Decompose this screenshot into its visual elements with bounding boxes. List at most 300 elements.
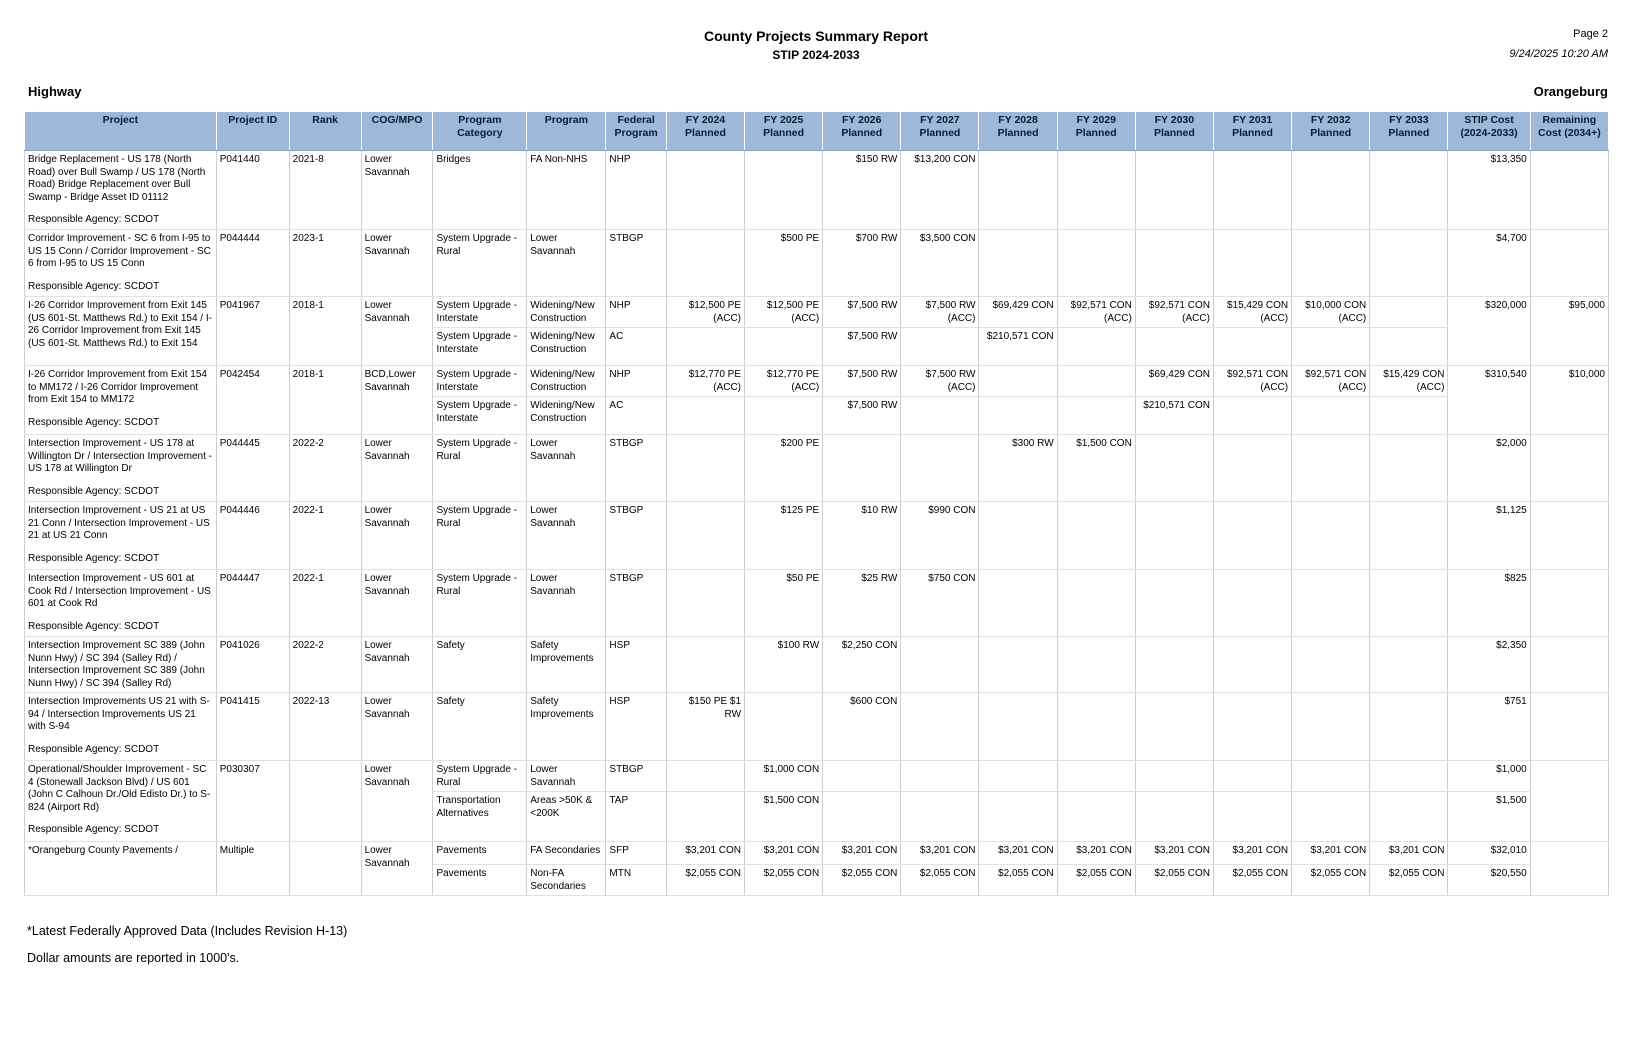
fy-planned-cell: $210,571 CON — [1135, 397, 1213, 435]
fy-planned-cell — [1135, 435, 1213, 502]
stip-cost-cell: $4,700 — [1448, 230, 1530, 297]
fy-planned-cell: $92,571 CON (ACC) — [1057, 297, 1135, 328]
fy-planned-cell: $990 CON — [901, 502, 979, 570]
fy-planned-cell: $1,500 CON — [1057, 435, 1135, 502]
cog-mpo-cell: Lower Savannah — [361, 842, 433, 896]
fy-planned-cell — [666, 328, 744, 366]
rank-cell: 2021-8 — [289, 151, 361, 230]
federal-program-cell: NHP — [606, 151, 666, 230]
fy-planned-cell — [901, 693, 979, 761]
program-cell: Lower Savannah — [527, 570, 606, 637]
fy-planned-cell — [1135, 637, 1213, 693]
fy-planned-cell: $69,429 CON — [979, 297, 1057, 328]
program-category-cell: System Upgrade - Interstate — [433, 328, 527, 366]
fy-planned-cell — [1213, 570, 1291, 637]
rank-cell: 2022-2 — [289, 637, 361, 693]
table-row — [25, 637, 1609, 693]
fy-planned-cell: $3,201 CON — [1135, 842, 1213, 865]
fy-planned-cell — [1370, 435, 1448, 502]
rank-cell — [289, 761, 361, 842]
fy-planned-cell: $12,500 PE (ACC) — [745, 297, 823, 328]
federal-program-cell: HSP — [606, 637, 666, 693]
fy-planned-cell: $3,201 CON — [1057, 842, 1135, 865]
project-name: Intersection Improvement - US 21 at US 21 Conn / Intersection Improvement - US 21 at US 21 Conn — [28, 505, 210, 541]
rank-cell: 2022-1 — [289, 570, 361, 637]
project-name-cell — [25, 502, 217, 570]
program-category-cell: Safety — [433, 693, 527, 761]
fy-planned-cell — [1057, 570, 1135, 637]
responsible-agency: Responsible Agency: SCDOT — [28, 416, 160, 428]
cog-mpo-cell: Lower Savannah — [361, 151, 433, 230]
program-category-cell: System Upgrade - Rural — [433, 761, 527, 792]
fy-planned-cell — [1213, 792, 1291, 842]
column-header: FY 2033 Planned — [1370, 112, 1448, 151]
fy-planned-cell: $3,201 CON — [666, 842, 744, 865]
column-header: Program — [527, 112, 606, 151]
responsible-agency: Responsible Agency: SCDOT — [28, 620, 160, 632]
stip-cost-cell: $32,010 — [1448, 842, 1530, 865]
cog-mpo-cell: Lower Savannah — [361, 693, 433, 761]
stip-cost-cell: $310,540 — [1448, 366, 1530, 435]
responsible-agency: Responsible Agency: SCDOT — [28, 824, 160, 835]
rank-cell: 2022-1 — [289, 502, 361, 570]
fy-planned-cell — [1370, 502, 1448, 570]
fy-planned-cell: $1,000 CON — [745, 761, 823, 792]
fy-planned-cell: $2,055 CON — [901, 865, 979, 896]
program-cell: Areas >50K & <200K — [527, 792, 606, 842]
cog-mpo-cell: Lower Savannah — [361, 230, 433, 297]
fy-planned-cell — [1370, 297, 1448, 328]
project-name: I-26 Corridor Improvement from Exit 145 (US 601-St. Matthews Rd.) to Exit 154 / I-26 Corridor Improvement from Exit 145 (US 601-St. Matthews Rd.) to Exit 154 — [28, 300, 212, 349]
fy-planned-cell: $50 PE — [745, 570, 823, 637]
column-header: FY 2027 Planned — [901, 112, 979, 151]
stip-cost-cell: $13,350 — [1448, 151, 1530, 230]
fy-planned-cell: $7,500 RW — [823, 328, 901, 366]
program-cell: Lower Savannah — [527, 761, 606, 792]
fy-planned-cell — [1370, 230, 1448, 297]
program-category-cell: System Upgrade - Rural — [433, 570, 527, 637]
responsible-agency: Responsible Agency: SCDOT — [28, 214, 160, 225]
fy-planned-cell: $2,055 CON — [1057, 865, 1135, 896]
column-header: FY 2028 Planned — [979, 112, 1057, 151]
program-category-cell: Bridges — [433, 151, 527, 230]
project-name: Intersection Improvement - US 178 at Willington Dr / Intersection Improvement - US 178 at Willington Dr — [28, 438, 212, 474]
rank-cell: 2022-2 — [289, 435, 361, 502]
table-row — [25, 230, 1609, 297]
cog-mpo-cell: BCD,Lower Savannah — [361, 366, 433, 435]
fy-planned-cell: $2,055 CON — [979, 865, 1057, 896]
stip-cost-cell: $825 — [1448, 570, 1530, 637]
program-category-cell: Transportation Alternatives — [433, 792, 527, 842]
responsible-agency: Responsible Agency: SCDOT — [28, 280, 160, 292]
program-category-cell: System Upgrade - Rural — [433, 230, 527, 297]
fy-planned-cell — [1213, 230, 1291, 297]
fy-planned-cell — [1213, 693, 1291, 761]
project-name-cell — [25, 151, 217, 230]
project-name-cell — [25, 435, 217, 502]
fy-planned-cell: $7,500 RW — [823, 366, 901, 397]
fy-planned-cell — [1135, 792, 1213, 842]
fy-planned-cell — [1135, 502, 1213, 570]
program-cell: Widening/New Construction — [527, 328, 606, 366]
federal-program-cell: SFP — [606, 842, 666, 865]
fy-planned-cell — [1135, 761, 1213, 792]
column-header: FY 2032 Planned — [1292, 112, 1370, 151]
remaining-cost-cell — [1530, 693, 1608, 761]
fy-planned-cell — [1292, 693, 1370, 761]
fy-planned-cell: $150 RW — [823, 151, 901, 230]
table-row — [25, 502, 1609, 570]
table-row — [25, 570, 1609, 637]
responsible-agency: Responsible Agency: SCDOT — [28, 743, 160, 755]
fy-planned-cell: $10,000 CON (ACC) — [1292, 297, 1370, 328]
column-header: FY 2031 Planned — [1213, 112, 1291, 151]
fy-planned-cell: $13,200 CON — [901, 151, 979, 230]
federal-program-cell: NHP — [606, 366, 666, 397]
stip-cost-cell: $320,000 — [1448, 297, 1530, 366]
fy-planned-cell — [1370, 761, 1448, 792]
fy-planned-cell: $2,055 CON — [823, 865, 901, 896]
federal-program-cell: AC — [606, 328, 666, 366]
fy-planned-cell — [1213, 151, 1291, 230]
stip-cost-cell: $1,000 — [1448, 761, 1530, 792]
fy-planned-cell — [1292, 397, 1370, 435]
fy-planned-cell — [1057, 397, 1135, 435]
fy-planned-cell: $3,201 CON — [1370, 842, 1448, 865]
fy-planned-cell: $200 PE — [745, 435, 823, 502]
project-name-cell — [25, 761, 217, 842]
fy-planned-cell — [1135, 570, 1213, 637]
fy-planned-cell — [666, 792, 744, 842]
federal-program-cell: STBGP — [606, 435, 666, 502]
program-cell: Safety Improvements — [527, 693, 606, 761]
project-name: Operational/Shoulder Improvement - SC 4 (Stonewall Jackson Blvd) / US 601 (John C Calhoun Dr./Old Edisto Dr.) to S-824 (Airport Rd) — [28, 764, 211, 813]
fy-planned-cell: $750 CON — [901, 570, 979, 637]
cog-mpo-cell: Lower Savannah — [361, 761, 433, 842]
fy-planned-cell — [1370, 397, 1448, 435]
column-header: FY 2030 Planned — [1135, 112, 1213, 151]
fy-planned-cell: $7,500 RW — [823, 397, 901, 435]
stip-cost-cell: $751 — [1448, 693, 1530, 761]
fy-planned-cell — [1135, 230, 1213, 297]
fy-planned-cell: $2,055 CON — [1135, 865, 1213, 896]
program-category-cell: System Upgrade - Interstate — [433, 297, 527, 328]
responsible-agency: Responsible Agency: SCDOT — [28, 552, 160, 564]
project-name-cell — [25, 297, 217, 366]
program-cell: FA Secondaries — [527, 842, 606, 865]
fy-planned-cell — [666, 502, 744, 570]
program-cell: Widening/New Construction — [527, 297, 606, 328]
fy-planned-cell: $3,201 CON — [901, 842, 979, 865]
project-name: Intersection Improvement - US 601 at Cook Rd / Intersection Improvement - US 601 at Cook Rd — [28, 573, 211, 609]
federal-program-cell: HSP — [606, 693, 666, 761]
fy-planned-cell — [666, 151, 744, 230]
table-row — [25, 366, 1609, 397]
cog-mpo-cell: Lower Savannah — [361, 637, 433, 693]
projects-table — [24, 111, 1609, 896]
column-header: Federal Program — [606, 112, 666, 151]
fy-planned-cell — [823, 792, 901, 842]
fy-planned-cell: $2,055 CON — [666, 865, 744, 896]
remaining-cost-cell: $10,000 — [1530, 366, 1608, 435]
fy-planned-cell: $12,500 PE (ACC) — [666, 297, 744, 328]
column-header: Project ID — [216, 112, 289, 151]
remaining-cost-cell: $95,000 — [1530, 297, 1608, 366]
program-cell: Non-FA Secondaries — [527, 865, 606, 896]
project-name-cell — [25, 570, 217, 637]
rank-cell: 2018-1 — [289, 366, 361, 435]
fy-planned-cell: $3,201 CON — [979, 842, 1057, 865]
federal-program-cell: AC — [606, 397, 666, 435]
fy-planned-cell — [979, 230, 1057, 297]
program-cell: Lower Savannah — [527, 230, 606, 297]
fy-planned-cell — [1292, 328, 1370, 366]
program-category-cell: Pavements — [433, 842, 527, 865]
column-header: Program Category — [433, 112, 527, 151]
program-cell: Lower Savannah — [527, 502, 606, 570]
stip-cost-cell: $1,125 — [1448, 502, 1530, 570]
fy-planned-cell — [1057, 328, 1135, 366]
cog-mpo-cell: Lower Savannah — [361, 570, 433, 637]
fy-planned-cell — [979, 792, 1057, 842]
fy-planned-cell — [1292, 230, 1370, 297]
fy-planned-cell: $2,055 CON — [1213, 865, 1291, 896]
fy-planned-cell — [979, 397, 1057, 435]
fy-planned-cell — [979, 366, 1057, 397]
responsible-agency: Responsible Agency: SCDOT — [28, 485, 160, 497]
project-id-cell: P044447 — [216, 570, 289, 637]
report-timestamp: 9/24/2025 10:20 AM — [1509, 48, 1608, 60]
fy-planned-cell: $300 RW — [979, 435, 1057, 502]
fy-planned-cell — [1213, 761, 1291, 792]
fy-planned-cell — [666, 570, 744, 637]
program-category-cell: System Upgrade - Rural — [433, 435, 527, 502]
project-id-cell: P041440 — [216, 151, 289, 230]
column-header: COG/MPO — [361, 112, 433, 151]
fy-planned-cell — [1213, 435, 1291, 502]
county-label: Orangeburg — [1533, 84, 1608, 99]
cog-mpo-cell: Lower Savannah — [361, 297, 433, 366]
fy-planned-cell: $92,571 CON (ACC) — [1135, 297, 1213, 328]
fy-planned-cell: $3,201 CON — [823, 842, 901, 865]
program-category-cell: System Upgrade - Interstate — [433, 397, 527, 435]
fy-planned-cell — [823, 761, 901, 792]
remaining-cost-cell — [1530, 435, 1608, 502]
cog-mpo-cell: Lower Savannah — [361, 502, 433, 570]
fy-planned-cell — [901, 328, 979, 366]
project-id-cell: P044445 — [216, 435, 289, 502]
fy-planned-cell — [823, 435, 901, 502]
fy-planned-cell: $15,429 CON (ACC) — [1370, 366, 1448, 397]
fy-planned-cell — [979, 570, 1057, 637]
fy-planned-cell: $12,770 PE (ACC) — [666, 366, 744, 397]
fy-planned-cell — [666, 435, 744, 502]
federal-program-cell: STBGP — [606, 230, 666, 297]
fy-planned-cell: $125 PE — [745, 502, 823, 570]
footnote-units: Dollar amounts are reported in 1000's. — [27, 951, 240, 965]
fy-planned-cell — [1213, 328, 1291, 366]
report-subtitle: STIP 2024-2033 — [772, 48, 860, 62]
project-name: Corridor Improvement - SC 6 from I-95 to US 15 Conn / Corridor Improvement - SC 6 from I-95 to US 15 Conn — [28, 233, 211, 269]
cog-mpo-cell: Lower Savannah — [361, 435, 433, 502]
program-category-cell: System Upgrade - Rural — [433, 502, 527, 570]
fy-planned-cell — [1292, 435, 1370, 502]
fy-planned-cell: $1,500 CON — [745, 792, 823, 842]
fy-planned-cell: $2,250 CON — [823, 637, 901, 693]
fy-planned-cell — [1213, 397, 1291, 435]
fy-planned-cell — [745, 397, 823, 435]
project-name-cell — [25, 693, 217, 761]
fy-planned-cell — [901, 397, 979, 435]
federal-program-cell: STBGP — [606, 502, 666, 570]
fy-planned-cell — [1292, 761, 1370, 792]
fy-planned-cell — [901, 637, 979, 693]
fy-planned-cell: $69,429 CON — [1135, 366, 1213, 397]
fy-planned-cell: $2,055 CON — [745, 865, 823, 896]
project-id-cell: Multiple — [216, 842, 289, 896]
stip-cost-cell: $1,500 — [1448, 792, 1530, 842]
page-number: Page 2 — [1573, 28, 1608, 40]
column-header: Remaining Cost (2034+) — [1530, 112, 1608, 151]
table-row — [25, 693, 1609, 761]
project-id-cell: P044446 — [216, 502, 289, 570]
federal-program-cell: STBGP — [606, 761, 666, 792]
fy-planned-cell — [745, 151, 823, 230]
fy-planned-cell — [1057, 366, 1135, 397]
fy-planned-cell: $2,055 CON — [1370, 865, 1448, 896]
fy-planned-cell: $500 PE — [745, 230, 823, 297]
federal-program-cell: NHP — [606, 297, 666, 328]
program-category-cell: Pavements — [433, 865, 527, 896]
remaining-cost-cell — [1530, 761, 1608, 842]
table-row — [25, 842, 1609, 865]
column-header: Project — [25, 112, 217, 151]
fy-planned-cell — [1370, 151, 1448, 230]
fy-planned-cell: $25 RW — [823, 570, 901, 637]
project-name-cell — [25, 637, 217, 693]
fy-planned-cell: $3,201 CON — [1213, 842, 1291, 865]
program-category-cell: Safety — [433, 637, 527, 693]
fy-planned-cell: $600 CON — [823, 693, 901, 761]
program-cell: Lower Savannah — [527, 435, 606, 502]
rank-cell — [289, 842, 361, 896]
federal-program-cell: TAP — [606, 792, 666, 842]
fy-planned-cell: $210,571 CON — [979, 328, 1057, 366]
fy-planned-cell — [745, 693, 823, 761]
remaining-cost-cell — [1530, 151, 1608, 230]
fy-planned-cell — [1057, 761, 1135, 792]
fy-planned-cell — [1292, 502, 1370, 570]
project-id-cell: P041026 — [216, 637, 289, 693]
fy-planned-cell — [1057, 230, 1135, 297]
fy-planned-cell — [1370, 792, 1448, 842]
fy-planned-cell: $92,571 CON (ACC) — [1292, 366, 1370, 397]
project-name: Bridge Replacement - US 178 (North Road) over Bull Swamp / US 178 (North Road) Bridge Replacement over Bull Swamp - Bridge Asset ID 01112 — [28, 154, 206, 203]
rank-cell: 2023-1 — [289, 230, 361, 297]
stip-cost-cell: $2,000 — [1448, 435, 1530, 502]
project-name-cell — [25, 842, 217, 896]
fy-planned-cell: $3,201 CON — [745, 842, 823, 865]
fy-planned-cell — [979, 637, 1057, 693]
table-header-row — [25, 112, 1609, 151]
federal-program-cell: STBGP — [606, 570, 666, 637]
fy-planned-cell — [979, 502, 1057, 570]
project-name-cell — [25, 366, 217, 435]
fy-planned-cell — [901, 761, 979, 792]
fy-planned-cell: $12,770 PE (ACC) — [745, 366, 823, 397]
program-cell: FA Non-NHS — [527, 151, 606, 230]
column-header: Rank — [289, 112, 361, 151]
fy-planned-cell — [1213, 637, 1291, 693]
rank-cell: 2022-13 — [289, 693, 361, 761]
fy-planned-cell — [666, 230, 744, 297]
fy-planned-cell: $15,429 CON (ACC) — [1213, 297, 1291, 328]
fy-planned-cell — [1057, 693, 1135, 761]
remaining-cost-cell — [1530, 637, 1608, 693]
fy-planned-cell — [1057, 637, 1135, 693]
column-header: STIP Cost (2024-2033) — [1448, 112, 1530, 151]
footnote-revision: *Latest Federally Approved Data (Includes Revision H-13) — [27, 924, 348, 938]
fy-planned-cell — [901, 792, 979, 842]
fy-planned-cell: $10 RW — [823, 502, 901, 570]
project-name: I-26 Corridor Improvement from Exit 154 to MM172 / I-26 Corridor Improvement from Exit 154 to MM172 — [28, 369, 207, 405]
fy-planned-cell: $700 RW — [823, 230, 901, 297]
fy-planned-cell — [1370, 570, 1448, 637]
fy-planned-cell — [979, 693, 1057, 761]
project-name: *Orangeburg County Pavements / — [28, 845, 179, 856]
column-header: FY 2029 Planned — [1057, 112, 1135, 151]
fy-planned-cell — [979, 151, 1057, 230]
remaining-cost-cell — [1530, 502, 1608, 570]
stip-cost-cell: $2,350 — [1448, 637, 1530, 693]
fy-planned-cell — [1135, 328, 1213, 366]
project-id-cell: P041415 — [216, 693, 289, 761]
fy-planned-cell — [1370, 637, 1448, 693]
fy-planned-cell — [979, 761, 1057, 792]
fy-planned-cell — [1370, 328, 1448, 366]
column-header: FY 2024 Planned — [666, 112, 744, 151]
fy-planned-cell — [1057, 151, 1135, 230]
fy-planned-cell — [1135, 151, 1213, 230]
project-name: Intersection Improvement SC 389 (John Nunn Hwy) / SC 394 (Salley Rd) / Intersection Improvement SC 389 (John Nunn Hwy) / SC 394 (Salley Rd) — [28, 640, 205, 689]
remaining-cost-cell — [1530, 842, 1608, 896]
remaining-cost-cell — [1530, 230, 1608, 297]
program-cell: Widening/New Construction — [527, 397, 606, 435]
fy-planned-cell: $92,571 CON (ACC) — [1213, 366, 1291, 397]
fy-planned-cell — [666, 397, 744, 435]
fy-planned-cell — [1292, 792, 1370, 842]
section-label: Highway — [28, 84, 82, 99]
table-row — [25, 297, 1609, 328]
project-id-cell: P030307 — [216, 761, 289, 842]
fy-planned-cell: $3,201 CON — [1292, 842, 1370, 865]
table-row — [25, 435, 1609, 502]
column-header: FY 2026 Planned — [823, 112, 901, 151]
federal-program-cell: MTN — [606, 865, 666, 896]
remaining-cost-cell — [1530, 570, 1608, 637]
fy-planned-cell — [1292, 637, 1370, 693]
fy-planned-cell — [1135, 693, 1213, 761]
fy-planned-cell: $7,500 RW — [823, 297, 901, 328]
fy-planned-cell: $150 PE $1 RW — [666, 693, 744, 761]
table-row — [25, 151, 1609, 230]
project-id-cell: P042454 — [216, 366, 289, 435]
fy-planned-cell: $100 RW — [745, 637, 823, 693]
fy-planned-cell — [1057, 792, 1135, 842]
program-cell: Safety Improvements — [527, 637, 606, 693]
rank-cell: 2018-1 — [289, 297, 361, 366]
fy-planned-cell: $7,500 RW (ACC) — [901, 297, 979, 328]
